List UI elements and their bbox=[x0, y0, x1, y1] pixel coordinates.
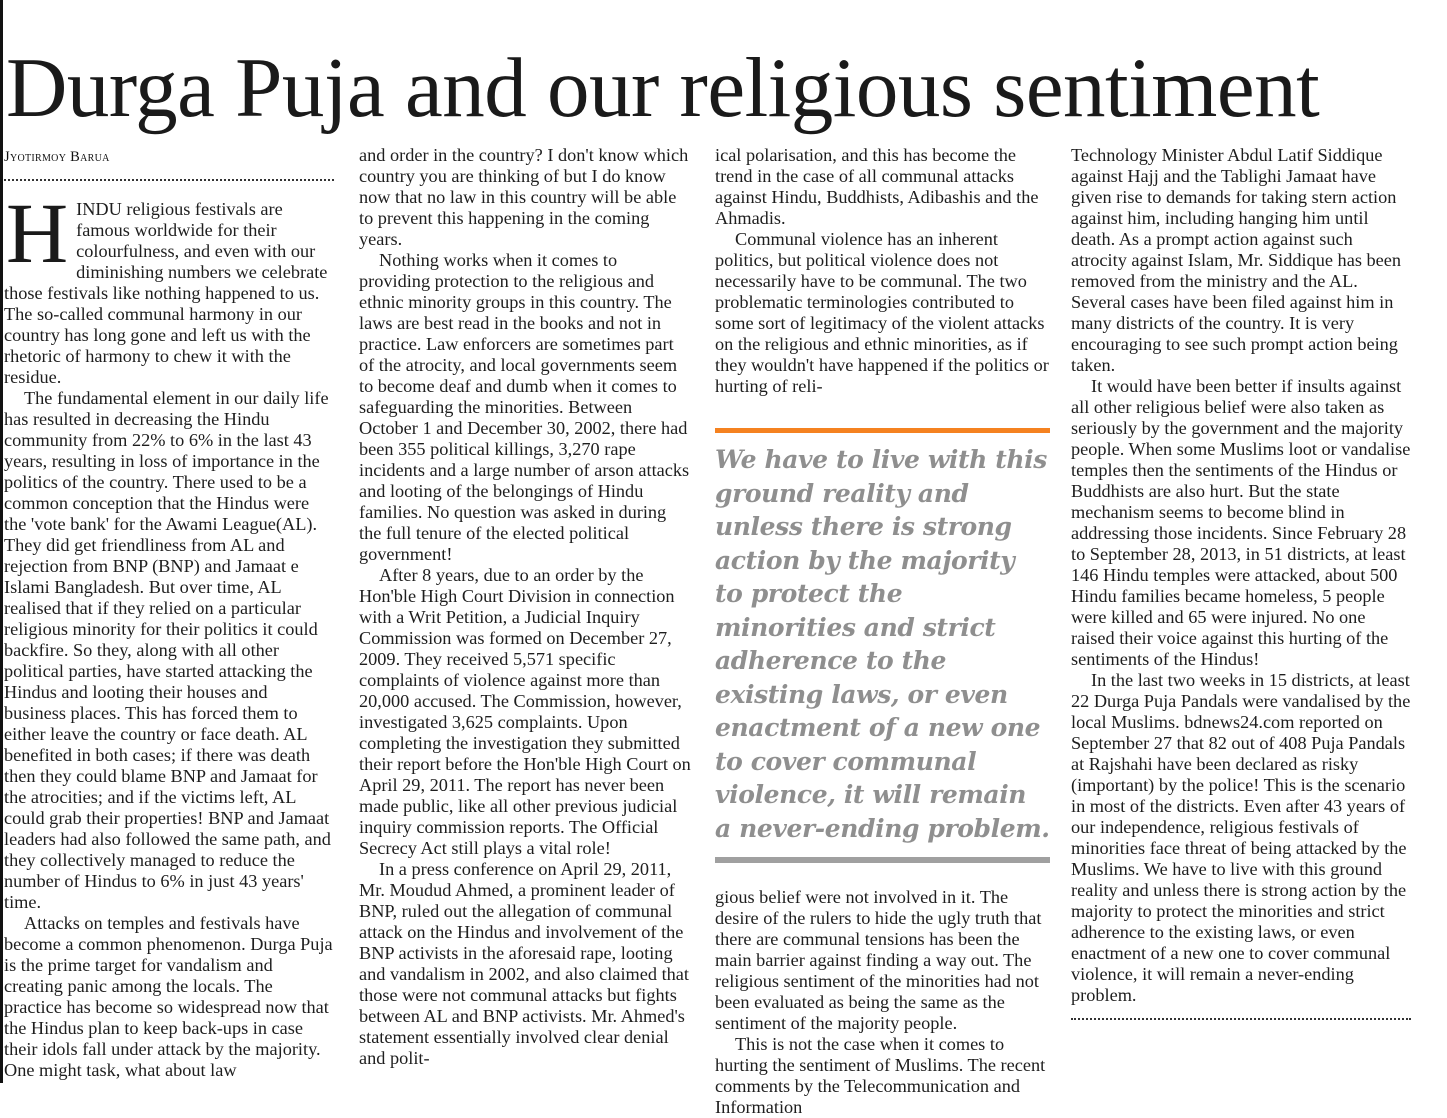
article-paragraph: The fundamental element in our daily life has resulted in decreasing the Hindu community from 22% to 6% in the last 43 years, resulting in loss of importance in the politics of the country. There used to be a common conception that the Hindus were the 'vote bank' for the Awami League(AL). They did get friendliness from AL and rejection from BNP (BNP) and Jamaat e Islami Bangladesh. But over time, AL realised that if they relied on a particular religious minority for their politics it could backfire. So they, along with all other political parties, have started attacking the Hindus and looting their houses and business places. This has forced them to either leave the country or face death. AL benefited in both cases; if there was death then they could blame BNP and Jamaat for the atrocities; and if the victims left, AL could grab their properties! BNP and Jamaat leaders had also followed the same path, and they collectively managed to reduce the number of Hindus to 6% in just 43 years' time. bbox=[4, 388, 331, 912]
pullquote: We have to live with this ground reality and unless there is strong action by the majority to protect the minorities and strict adherence to the existing laws, or even enactment of a new one to cover communal violence, it will remain a never-ending problem. bbox=[715, 445, 1050, 843]
article-paragraph: It would have been better if insults against all other religious belief were also taken as seriously by the government and the majority people. When some Muslims loot or vandalise temples then the sentiments of the Hindus or Buddhists are also hurt. But the state mechanism seems to become blind in addressing those incidents. Since February 28 to September 28, 2013, in 51 districts, at least 146 Hindu temples were attacked, about 500 Hindu families became homeless, 5 people were killed and 65 were injured. No one raised their voice against this hurting of the sentiments of the Hindus! bbox=[1071, 376, 1411, 669]
article-paragraph: In a press conference on April 29, 2011, Mr. Moudud Ahmed, a prominent leader of BNP, ruled out the allegation of communal attack on the Hindus and involvement of the BNP activists in the aforesaid rape, looting and vandalism in 2002, and also claimed that those were not communal attacks but fights between AL and BNP activists. Mr. Ahmed's statement essentially involved clear denial and polit- bbox=[359, 859, 689, 1068]
pullquote-bottom-rule bbox=[715, 857, 1050, 863]
pullquote-top-rule bbox=[715, 428, 1050, 433]
article-paragraph: Nothing works when it comes to providing protection to the religious and ethnic minority groups in this country. The laws are best read in the books and not in practice. Law enforcers are sometimes part of the atrocity, and local governments seem to become deaf and dumb when it comes to safeguarding the minorities. Between October 1 and December 30, 2002, there had been 355 political killings, 3,270 rape incidents and a large number of arson attacks and looting of the belongings of Hindu families. No question was asked in during the full tenure of the elected political government! bbox=[359, 250, 690, 564]
article-paragraph: Technology Minister Abdul Latif Siddique against Hajj and the Tablighi Jamaat have given rise to demands for taking stern action against him, including hanging him until death. As a prompt action against such atrocity against Islam, Mr. Siddique has been removed from the ministry and the AL. Several cases have been filed against him in many districts of the country. It is very encouraging to see such prompt action being taken. bbox=[1071, 145, 1402, 375]
article-paragraph: and order in the country? I don't know which country you are thinking of but I do know now that no law in this country will be able to prevent this happening in the coming years. bbox=[359, 145, 689, 249]
article-column-1 bbox=[4, 145, 334, 1081]
article-column-4 bbox=[1071, 145, 1411, 1020]
article-paragraph: After 8 years, due to an order by the Hon'ble High Court Division in connection with a Writ Petition, a Judicial Inquiry Commission was formed on December 27, 2009. They received 5,571 specific complaints of violence against more than 20,000 accused. The Commission, however, investigated 3,625 complaints. Upon completing the investigation they submitted their report before the Hon'ble High Court on April 29, 2011. The report has never been made public, like all other previous judicial inquiry commission reports. The Official Secrecy Act still plays a vital role! bbox=[359, 565, 691, 858]
article-paragraph: This is not the case when it comes to hurting the sentiment of Muslims. The recent comments by the Telecommunication and Information bbox=[715, 1034, 1046, 1117]
lead-paragraph-text: INDU religious festivals are famous worldwide for their colourfulness, and even with our diminishing numbers we celebrate those festivals like nothing happened to us. The so-called communal harmony in our country has long gone and left us with the rhetoric of harmony to chew it with the residue. bbox=[4, 199, 328, 387]
article-paragraph: Communal violence has an inherent politics, but political violence does not necessarily have to be communal. The two problematic terminologies contributed to some sort of legitimacy of the violent attacks on the religious and ethnic minorities, as if they wouldn't have happened if the politics or hurting of reli- bbox=[715, 229, 1049, 396]
article-paragraph: ical polarisation, and this has become the trend in the case of all communal attacks against Hindu, Buddhists, Adibashis and the Ahmadis. bbox=[715, 145, 1039, 228]
article-column-3 bbox=[715, 145, 1050, 1118]
byline: Jyotirmoy Barua bbox=[4, 149, 110, 165]
byline-divider bbox=[4, 179, 334, 181]
article-paragraph: gious belief were not involved in it. The desire of the rulers to hide the ugly truth that there are communal tensions has been the main barrier against finding a way out. The religious sentiment of the minorities had not been evaluated as being the same as the sentiment of the majority people. bbox=[715, 887, 1042, 1033]
article-end-divider bbox=[1071, 1018, 1411, 1020]
headline: Durga Puja and our religious sentiment bbox=[6, 41, 1320, 135]
article-paragraph: Attacks on temples and festivals have become a common phenomenon. Durga Puja is the prime target for vandalism and creating panic among the locals. The practice has become so widespread now that the Hindus plan to keep back-ups in case their idols fall under attack by the majority. One might task, what about law bbox=[4, 913, 333, 1080]
drop-cap: H bbox=[6, 185, 69, 281]
article-paragraph: In the last two weeks in 15 districts, at least 22 Durga Puja Pandals were vandalised by the local Muslims. bdnews24.com reported on September 27 that 82 out of 408 Puja Pandals at Rajshahi have been declared as risky (important) by the police! This is the scenario in most of the districts. Even after 43 years of our independence, religious festivals of minorities face threat of being attacked by the Muslims. We have to live with this ground reality and unless there is strong action by the majority to protect the minorities and strict adherence to the existing laws, or even enactment of a new one to cover communal violence, it will remain a never-ending problem. bbox=[1071, 670, 1411, 1005]
article-paragraph bbox=[4, 185, 334, 388]
page-edge-rule bbox=[0, 0, 3, 1083]
article-column-2 bbox=[359, 145, 692, 1069]
